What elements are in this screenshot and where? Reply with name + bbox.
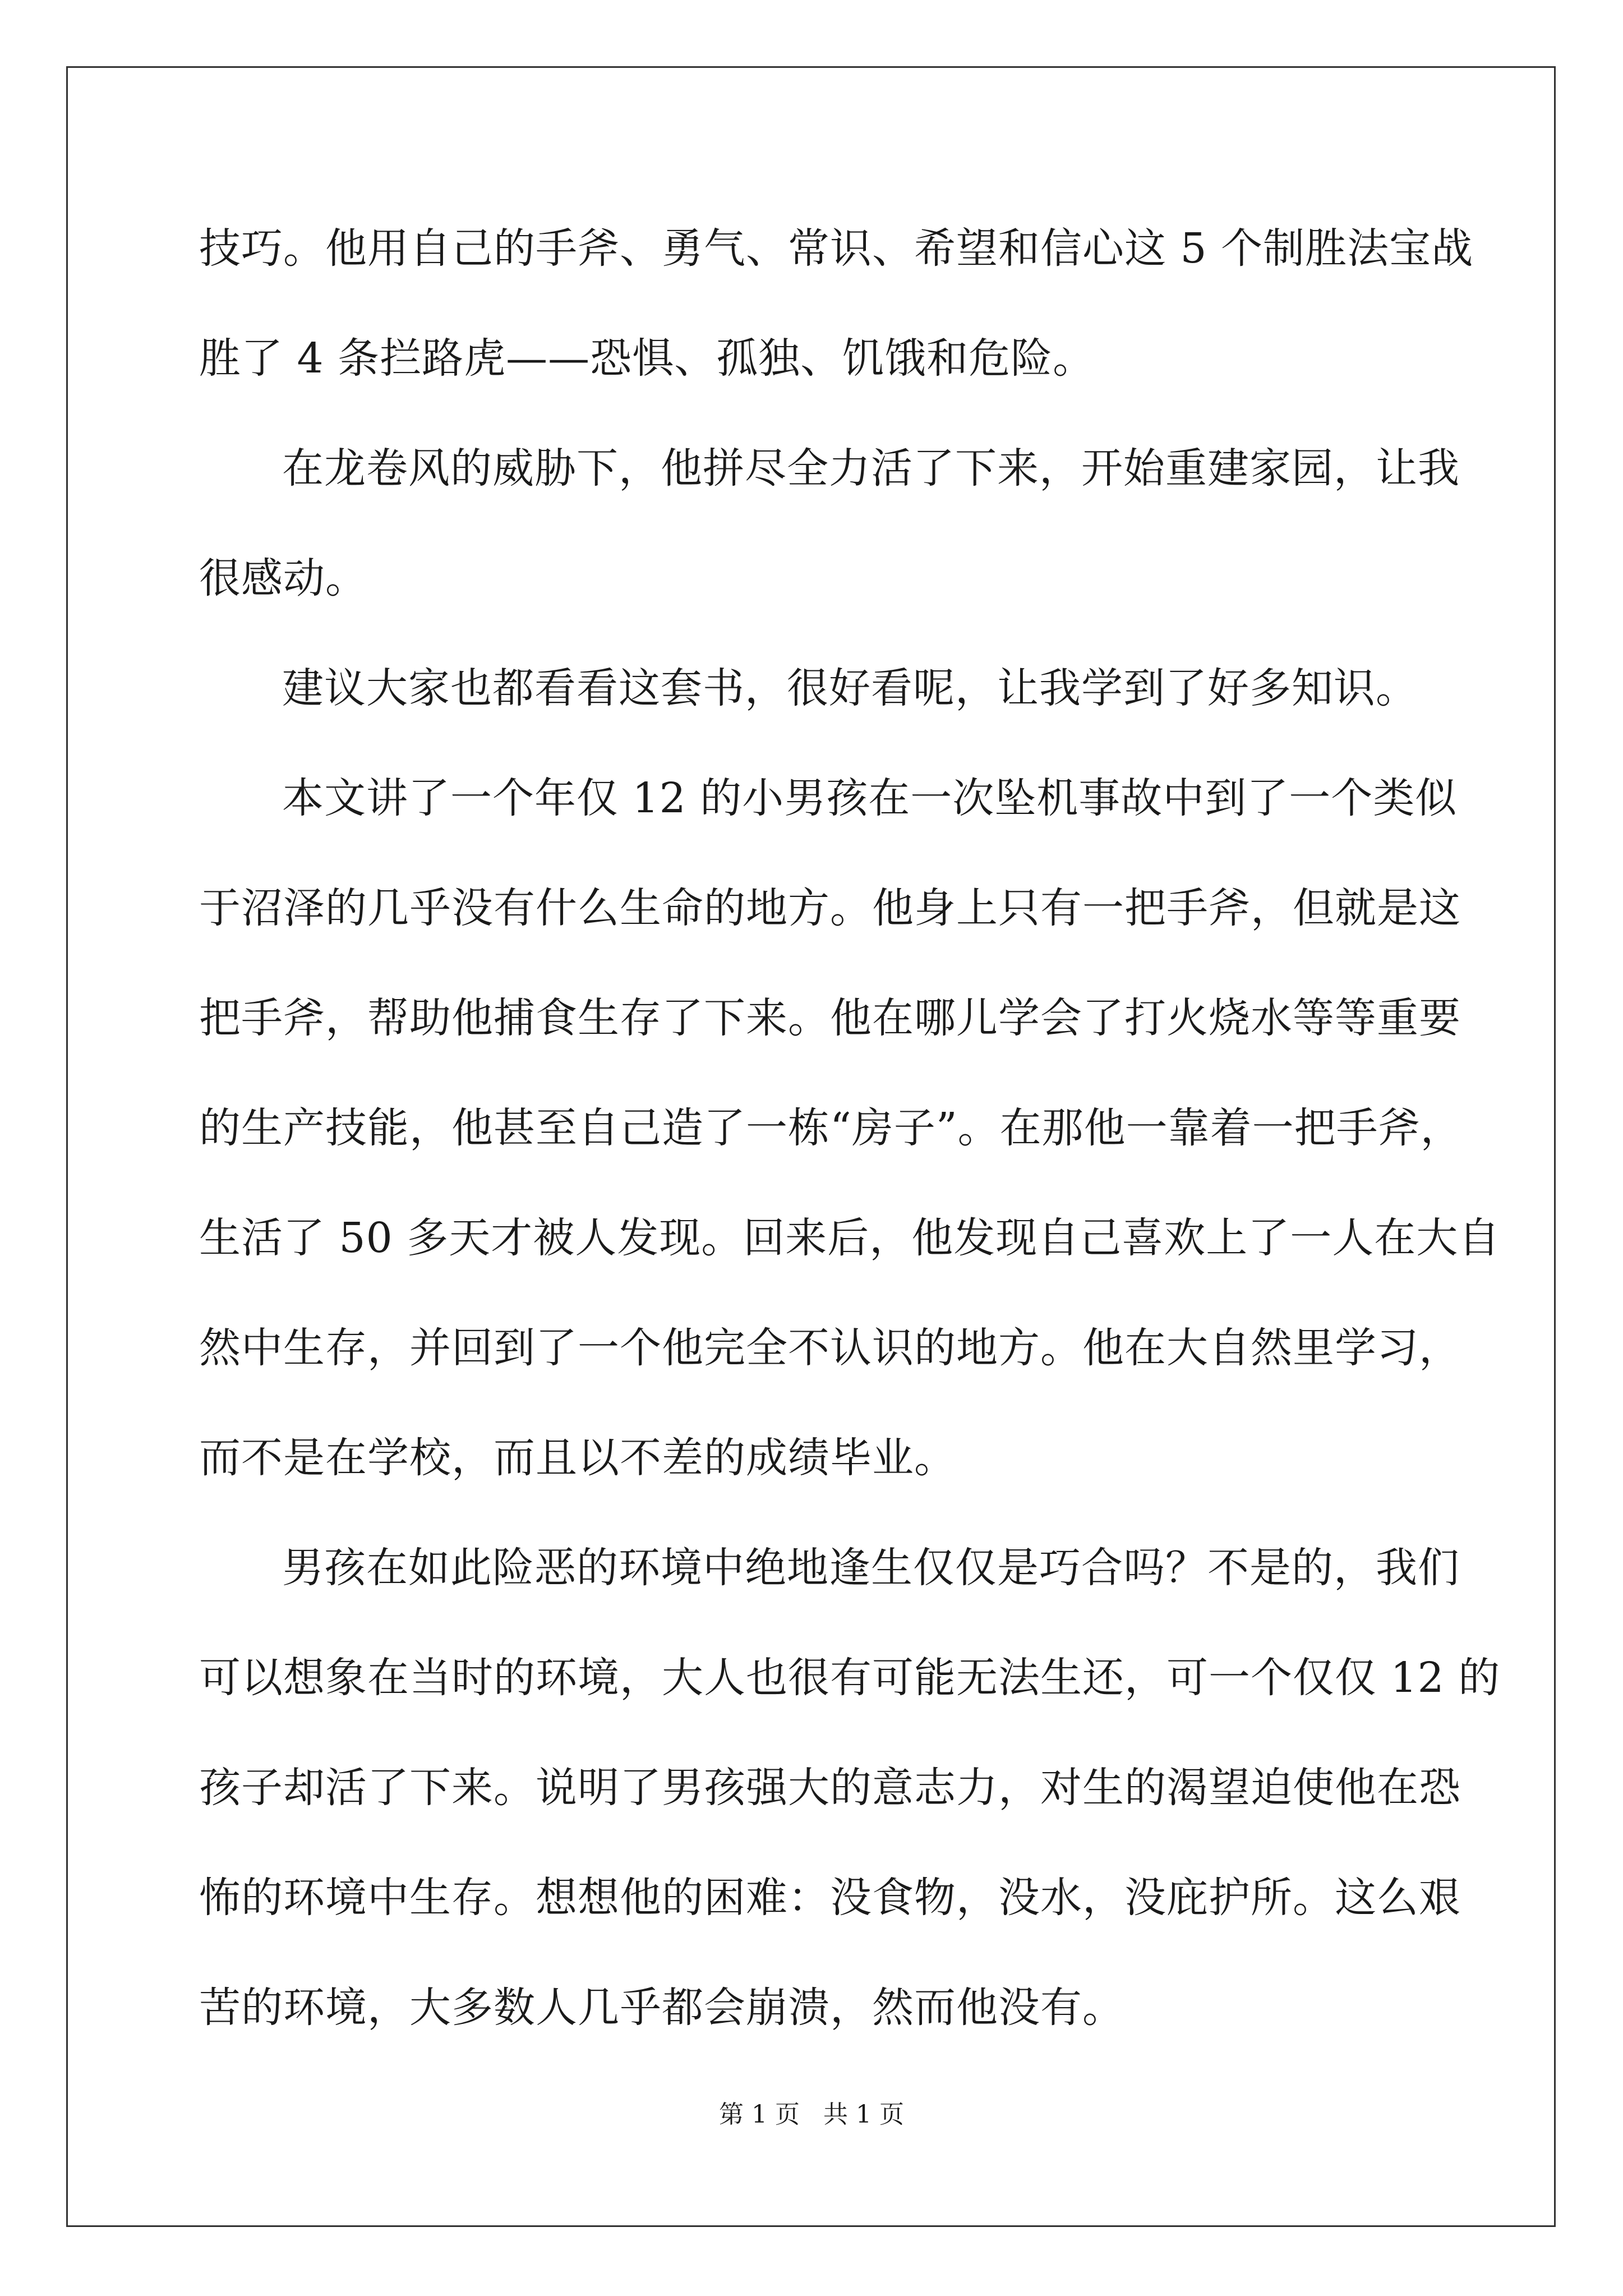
- text-line: 建议大家也都看看这套书，很好看呢，让我学到了好多知识。: [282, 664, 1418, 712]
- text-line: 可以想象在当时的环境，大人也很有可能无法生还，可一个仅仅 12 的: [199, 1654, 1501, 1702]
- text-line: 胜了 4 条拦路虎——恐惧、孤独、饥饿和危险。: [199, 334, 1095, 383]
- text-line: 本文讲了一个年仅 12 的小男孩在一次坠机事故中到了一个类似: [282, 774, 1458, 822]
- text-line: 怖的环境中生存。想想他的困难：没食物，没水，没庇护所。这么艰: [199, 1874, 1461, 1922]
- text-line: 孩子却活了下来。说明了男孩强大的意志力，对生的渴望迫使他在恐: [199, 1764, 1461, 1812]
- text-line: 在龙卷风的威胁下，他拼尽全力活了下来，开始重建家园，让我: [282, 444, 1460, 493]
- text-line: 男孩在如此险恶的环境中绝地逢生仅仅是巧合吗？不是的，我们: [282, 1544, 1460, 1592]
- text-line: 生活了 50 多天才被人发现。回来后，他发现自己喜欢上了一人在大自: [199, 1214, 1501, 1262]
- text-line: 技巧。他用自己的手斧、勇气、常识、希望和信心这 5 个制胜法宝战: [199, 224, 1474, 273]
- text-line: 很感动。: [199, 554, 367, 602]
- document-body: [199, 194, 1501, 2063]
- text-line: 而不是在学校，而且以不差的成绩毕业。: [199, 1434, 956, 1482]
- text-line: 的生产技能，他甚至自己造了一栋“房子”。在那他一靠着一把手斧，: [199, 1104, 1463, 1152]
- text-line: 把手斧，帮助他捕食生存了下来。他在哪儿学会了打火烧水等等重要: [199, 994, 1461, 1042]
- text-line: 苦的环境，大多数人几乎都会崩溃，然而他没有。: [199, 1984, 1124, 2032]
- text-line: 于沼泽的几乎没有什么生命的地方。他身上只有一把手斧，但就是这: [199, 884, 1461, 932]
- page-number-footer: 第 1 页 共 1 页: [719, 2100, 904, 2129]
- text-line: 然中生存，并回到了一个他完全不认识的地方。他在大自然里学习，: [199, 1324, 1461, 1372]
